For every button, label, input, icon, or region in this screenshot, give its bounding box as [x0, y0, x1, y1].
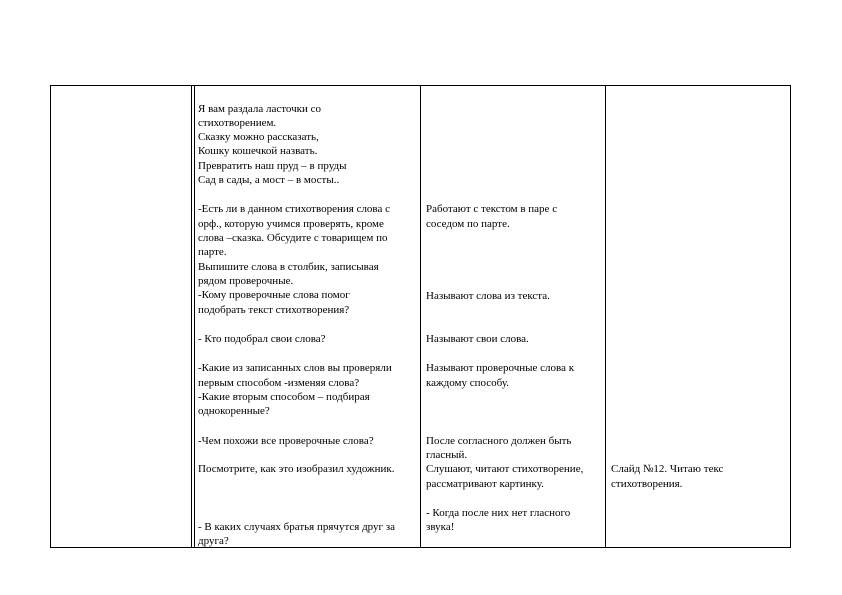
listen-line: рассматривают картинку. [426, 478, 544, 490]
task-line: -Есть ли в данном стихотворения слова с [198, 203, 391, 215]
poem-line: Сказку можно рассказать, [198, 131, 319, 143]
name-words: Называют слова из текста. [426, 290, 550, 302]
task-line: парте. [198, 246, 227, 258]
work-pairs-line: Работают с текстом в паре с [426, 203, 558, 215]
question-methods-line: первым способом -изменяя слова? [198, 377, 360, 389]
column-divider-1 [191, 86, 195, 547]
answer-vowel-line: - Когда после них нет гласного [426, 507, 571, 519]
question-similar: -Чем похожи все проверочные слова? [198, 435, 374, 447]
poem-line: Превратить наш пруд – в пруды [198, 160, 347, 172]
listen-line: Слушают, читают стихотворение, [426, 463, 584, 475]
question-methods-line: -Какие вторым способом – подбирая [198, 391, 370, 403]
name-own: Называют свои слова. [426, 333, 529, 345]
poem-line: Сад в сады, а мост – в мосты.. [198, 174, 340, 186]
question-brothers-line: - В каких случаях братья прячутся друг за [198, 521, 396, 533]
column-divider-3 [605, 86, 606, 547]
task-line: орф., которую учимся проверять, кроме [198, 218, 384, 230]
slide-note-line: Слайд №12. Читаю текс [611, 463, 724, 475]
after-consonant-line: После согласного должен быть [426, 435, 572, 447]
poem-line: Я вам раздала ласточки со [198, 103, 321, 115]
poem-line: Кошку кошечкой назвать. [198, 145, 318, 157]
task-line: слова –сказка. Обсудите с товарищем по [198, 232, 388, 244]
task-line: Выпишите слова в столбик, записывая [198, 261, 379, 273]
task-line: рядом проверочные. [198, 275, 294, 287]
poem-line: стихотворением. [198, 117, 277, 129]
question-brothers-line: друга? [198, 535, 229, 547]
task-line: подобрать текст стихотворения? [198, 304, 350, 316]
work-pairs-line: соседом по парте. [426, 218, 510, 230]
task-line: -Кому проверочные слова помог [198, 289, 350, 301]
look-artist: Посмотрите, как это изобразил художник. [198, 463, 395, 475]
question-who: - Кто подобрал свои слова? [198, 333, 326, 345]
after-consonant-line: гласный. [426, 449, 468, 461]
slide-note-line: стихотворения. [611, 478, 683, 490]
question-methods-line: -Какие из записанных слов вы проверяли [198, 362, 392, 374]
column-divider-2 [420, 86, 421, 547]
name-check-line: каждому способу. [426, 377, 510, 389]
question-methods-line: однокоренные? [198, 405, 270, 417]
name-check-line: Называют проверочные слова к [426, 362, 575, 374]
answer-vowel-line: звука! [426, 521, 455, 533]
lesson-table [50, 85, 791, 548]
